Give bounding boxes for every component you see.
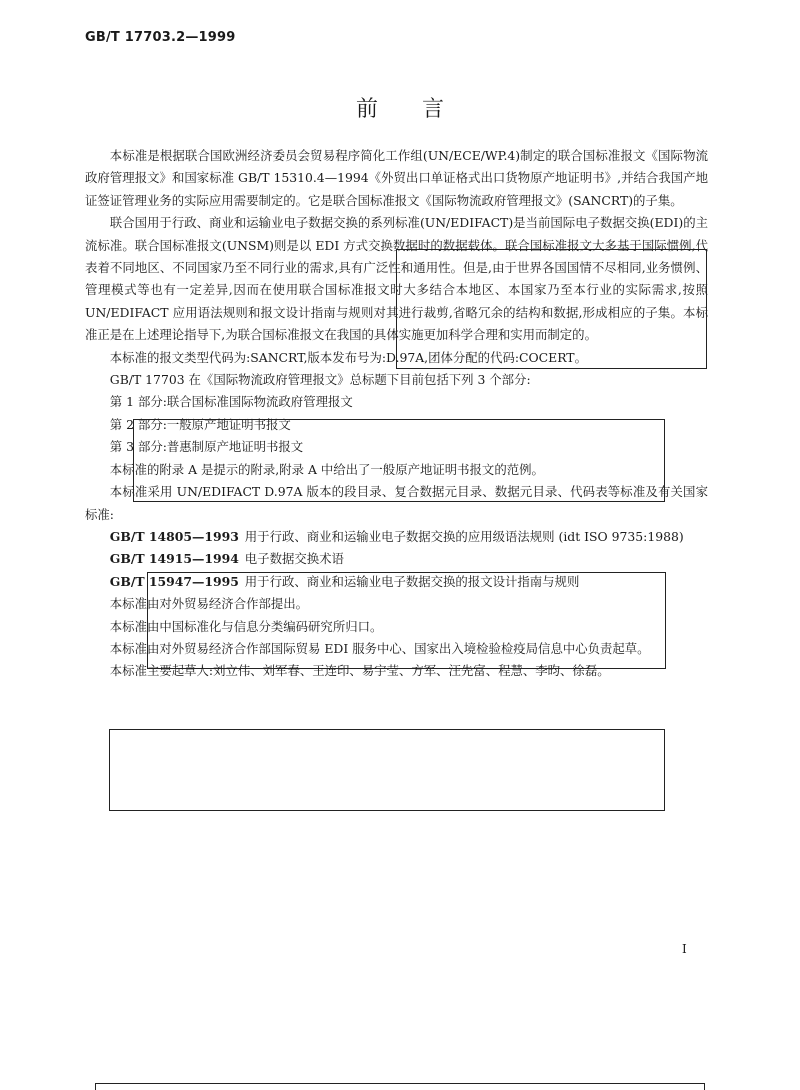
paragraph: 本标准由中国标准化与信息分类编码研究所归口。 [109, 618, 383, 634]
reference-row [85, 548, 708, 570]
reference-code: GB/T 14805—1993 [109, 528, 239, 544]
annotation-box [109, 729, 665, 811]
paragraph: 本标准的附录 A 是提示的附录,附录 A 中给出了一般原产地证明书报文的范例。 [109, 461, 544, 477]
part-item: 第 2 部分:一般原产地证明书报文 [109, 416, 291, 432]
paragraph: 本标准是根据联合国欧洲经济委员会贸易程序简化工作组(UN/ECE/WP.4)制定的联合国标准报文《国际物流政府管理报文》和国家标准 GB/T 15310.4—1994《外贸出口单证格式出口货物原产地证明书》,并结合我国产地证签证管理业务的实际应用需要制定的。它是联合国标准报文《国际物流政府管理报文》(SANCRT)的子集。 [85, 148, 708, 208]
paragraph: 本标准的报文类型代码为:SANCRT,版本发布号为:D.97A,团体分配的代码:COCERT。 [109, 349, 587, 365]
drafters-paragraph: 本标准主要起草人:刘立伟、刘军春、王连印、易宇莹、方军、汪先富、程慧、李昀、徐磊。 [109, 663, 610, 679]
reference-code: GB/T 14915—1994 [109, 551, 239, 567]
reference-row [85, 526, 708, 548]
reference-code: GB/T 15947—1995 [109, 573, 239, 589]
reference-list [85, 526, 708, 593]
reference-title: 用于行政、商业和运输业电子数据交换的报文设计指南与规则 [244, 573, 580, 589]
paragraph: 本标准采用 UN/EDIFACT D.97A 版本的段目录、复合数据元目录、数据元目录、代码表等标准及有关国家标准: [85, 484, 708, 522]
page-number: I [682, 942, 687, 956]
part-item: 第 1 部分:联合国标准国际物流政府管理报文 [109, 394, 353, 410]
document-body [85, 145, 708, 683]
standard-code: GB/T 17703.2—1999 [85, 30, 236, 45]
bottom-frame [95, 1083, 705, 1090]
page-title: 前言 [355, 97, 488, 122]
paragraph: 本标准由对外贸易经济合作部国际贸易 EDI 服务中心、国家出入境检验检疫局信息中心负责起草。 [109, 640, 650, 656]
part-item: 第 3 部分:普惠制原产地证明书报文 [109, 439, 304, 455]
paragraph: 本标准由对外贸易经济合作部提出。 [109, 596, 309, 612]
paragraph: GB/T 17703 在《国际物流政府管理报文》总标题下目前包括下列 3 个部分: [109, 372, 531, 388]
reference-title: 电子数据交换术语 [244, 551, 344, 567]
reference-title: 用于行政、商业和运输业电子数据交换的应用级语法规则 (idt ISO 9735:1988) [244, 528, 684, 544]
paragraph: 联合国用于行政、商业和运输业电子数据交换的系列标准(UN/EDIFACT)是当前国际电子数据交换(EDI)的主流标准。联合国标准报文(UNSM)则是以 EDI 方式交换数据时的数据载体。联合国标准报文大多基于国际惯例,代表着不同地区、不同国家乃至不同行业的需求,具有广泛性和通用性。但是,由于世界各国国情不尽相同,业务惯例、管理模式等也有一定差异,因而在使用联合国标准报文时大多结合本地区、本国家乃至本行业的实际需求,按照 UN/EDIFACT 应用语法规则和报文设计指南与规则对其进行裁剪,省略冗余的结构和数据,形成相应的子集。本标准正是在上述理论指导下,为联合国标准报文在我国的具体实施更加科学合理和实用而制定的。 [85, 215, 708, 343]
reference-row [85, 571, 708, 593]
